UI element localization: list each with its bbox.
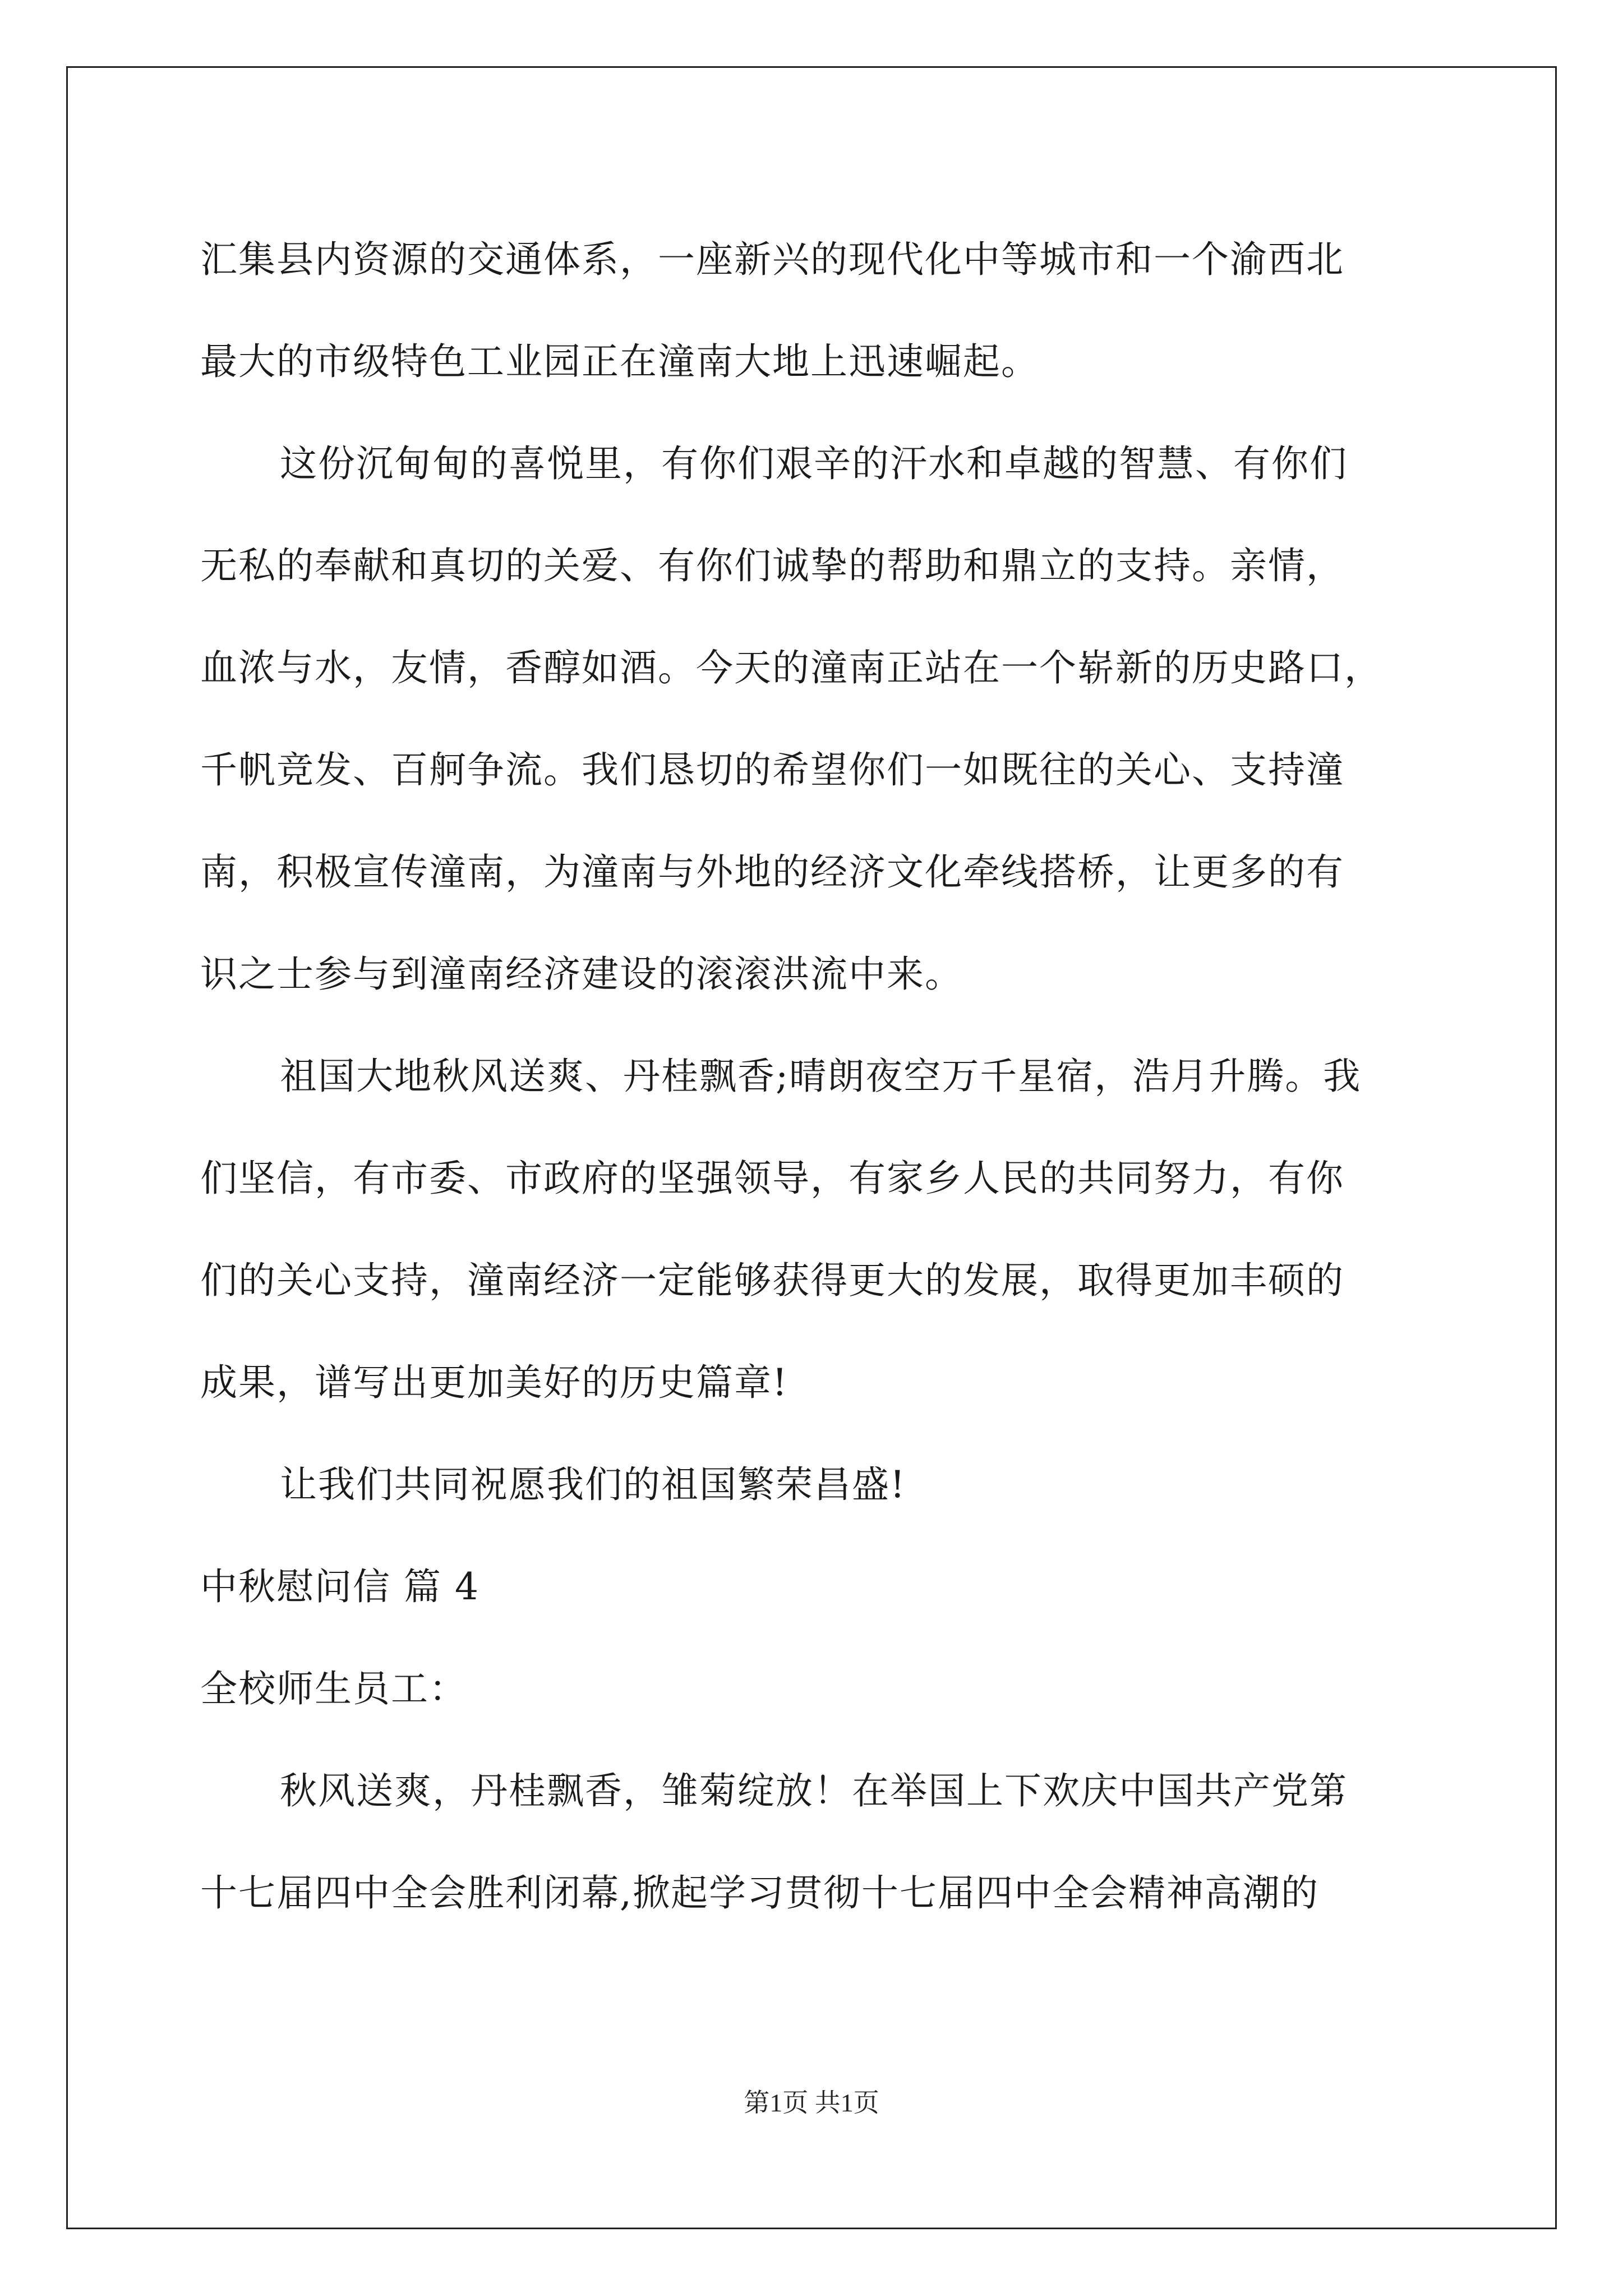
text-line: 识之士参与到潼南经济建设的滚滚洪流中来。 [200, 953, 963, 996]
salutation: 全校师生员工： [200, 1667, 467, 1710]
document-body [200, 209, 1468, 1944]
section-heading: 中秋慰问信 篇 4 [200, 1565, 479, 1608]
text-line: 秋风送爽，丹桂飘香，雏菊绽放！在举国上下欢庆中国共产党第 [280, 1769, 1348, 1812]
text-line: 们的关心支持，潼南经济一定能够获得更大的发展，取得更加丰硕的 [200, 1259, 1344, 1302]
text-line: 血浓与水，友情，香醇如酒。今天的潼南正站在一个崭新的历史路口， [200, 646, 1382, 689]
text-line: 成果，谱写出更加美好的历史篇章! [200, 1361, 789, 1404]
text-line: 千帆竞发、百舸争流。我们恳切的希望你们一如既往的关心、支持潼 [200, 748, 1344, 792]
text-line: 十七届四中全会胜利闭幕,掀起学习贯彻十七届四中全会精神高潮的 [200, 1871, 1319, 1915]
page-number-footer: 第1页 共1页 [744, 2088, 879, 2117]
text-line: 祖国大地秋风送爽、丹桂飘香;晴朗夜空万千星宿，浩月升腾。我 [280, 1055, 1362, 1098]
text-line: 们坚信，有市委、市政府的坚强领导，有家乡人民的共同努力，有你 [200, 1157, 1344, 1200]
text-line: 这份沉甸甸的喜悦里，有你们艰辛的汗水和卓越的智慧、有你们 [280, 442, 1348, 485]
text-line: 南，积极宣传潼南，为潼南与外地的经济文化牵线搭桥，让更多的有 [200, 850, 1344, 894]
text-line: 让我们共同祝愿我们的祖国繁荣昌盛! [280, 1463, 906, 1506]
text-line: 汇集县内资源的交通体系，一座新兴的现代化中等城市和一个渝西北 [200, 238, 1344, 281]
text-line: 无私的奉献和真切的关爱、有你们诚挚的帮助和鼎立的支持。亲情， [200, 544, 1344, 587]
text-line: 最大的市级特色工业园正在潼南大地上迅速崛起。 [200, 340, 1039, 383]
